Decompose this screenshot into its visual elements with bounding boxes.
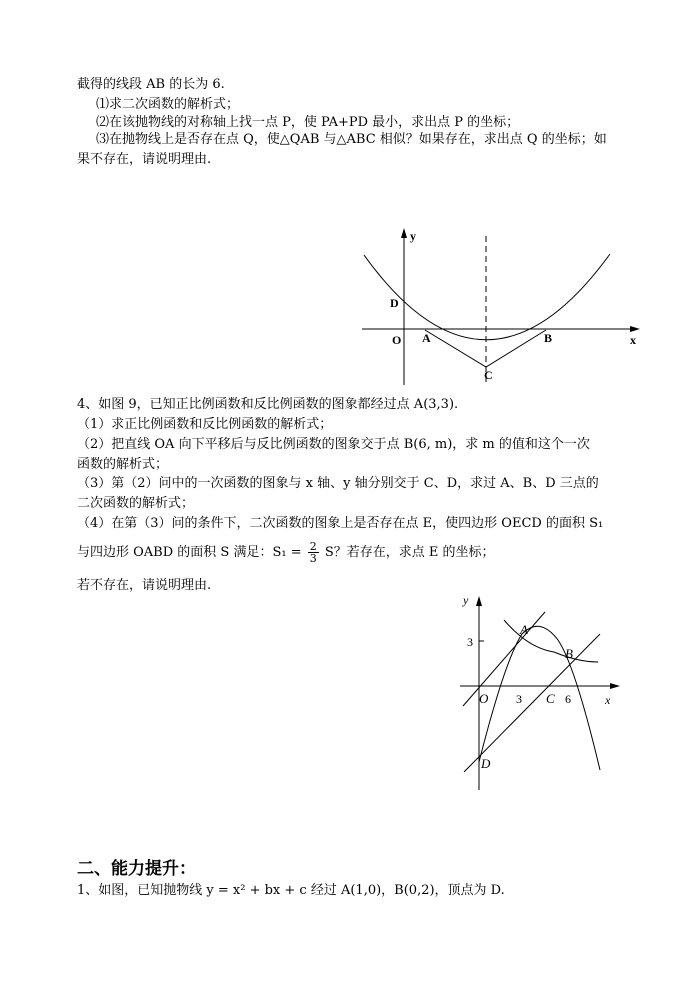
problem3-question2: ⑵在该抛物线的对称轴上找一点 P，使 PA+PD 最小，求出点 P 的坐标； xyxy=(96,115,520,130)
figure2-line-OA xyxy=(463,612,545,706)
figure2-label-6: 6 xyxy=(565,692,571,706)
figure1-label-x: x xyxy=(630,333,636,347)
problem4-question2-line2: 函数的解析式； xyxy=(77,457,169,472)
figure1-label-C: C xyxy=(484,368,493,382)
problem4-question3-line2: 二次函数的解析式； xyxy=(77,496,195,511)
problem4-question3-line1: （3）第（2）问中的一次函数的图象与 x 轴、y 轴分别交于 C、D，求过 A、B、D 三点的 xyxy=(77,476,599,491)
problem4-question4-line1: （4）在第（3）问的条件下，二次函数的图象上是否存在点 E，使四边形 OECD 的面积 S₁ xyxy=(77,516,604,531)
problem4-question1: （1）求正比例函数和反比例函数的解析式； xyxy=(77,417,333,432)
figure2-label-C: C xyxy=(546,691,555,706)
problem4-question4-line3: 若不存在，请说明理由. xyxy=(77,578,212,593)
figure1-label-A: A xyxy=(422,331,431,345)
fraction-numerator: 2 xyxy=(309,540,317,553)
section2-heading: 二、能力提升： xyxy=(77,859,196,879)
figure2-label-x: x xyxy=(605,693,611,707)
problem4-q4-post: S？若存在，求点 E 的坐标； xyxy=(324,545,495,560)
figure2-label-3-y: 3 xyxy=(467,635,473,649)
figure1-label-O: O xyxy=(392,333,402,347)
figure1-label-y: y xyxy=(410,229,416,243)
figure2-label-A: A xyxy=(520,622,528,637)
section2-question1: 1、如图，已知抛物线 y = x² + bx + c 经过 A(1,0)，B(0,2)，顶点为 D. xyxy=(77,883,505,898)
figure2-x-arrow xyxy=(610,683,620,689)
figure2-label-3-x: 3 xyxy=(516,692,522,706)
figure2-label-D: D xyxy=(481,756,491,771)
figure2-y-arrow xyxy=(476,596,482,606)
problem3-line0: 截得的线段 AB 的长为 6. xyxy=(77,77,225,92)
problem4-q4-pre: 与四边形 OABD 的面积 S 满足：S₁ = xyxy=(77,545,302,560)
figure2-label-O: O xyxy=(479,691,489,706)
figure2-label-y: y xyxy=(463,593,469,607)
figure1-label-B: B xyxy=(544,331,553,345)
figure2-label-B: B xyxy=(565,646,573,661)
problem3-question1: ⑴求二次函数的解析式； xyxy=(96,97,240,112)
fraction-denominator: 3 xyxy=(309,552,317,565)
problem4-question2-line1: （2）把直线 OA 向下平移后与反比例函数的图象交于点 B(6, m)，求 m 的值和这个一次 xyxy=(77,437,590,452)
problem3-question3-line1: ⑶在抛物线上是否存在点 Q，使△QAB 与△ABC 相似？如果存在，求出点 Q 的坐标；如 xyxy=(96,132,607,147)
figure1-label-D: D xyxy=(390,296,399,310)
problem4-intro: 4、如图 9，已知正比例函数和反比例函数的图象都经过点 A(3,3). xyxy=(77,397,459,412)
problem3-question3-line2: 果不存在，请说明理由. xyxy=(77,152,212,167)
